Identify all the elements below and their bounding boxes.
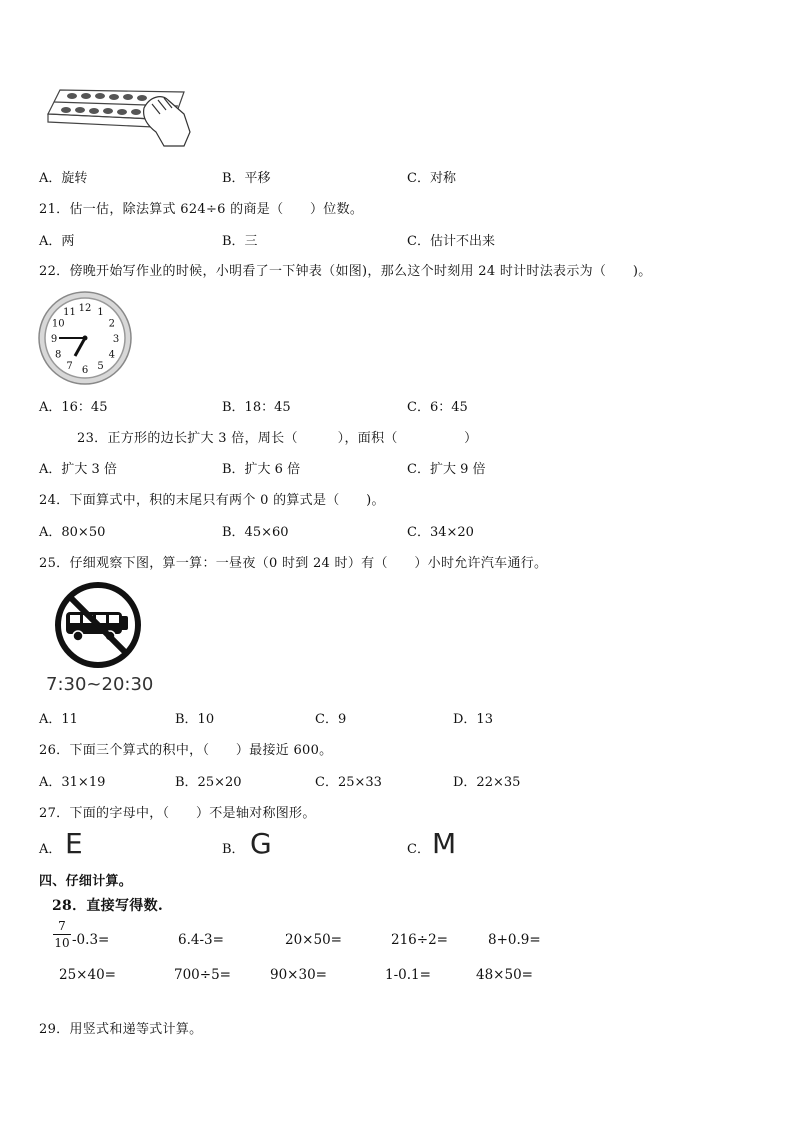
q23-option-a[interactable]: A．扩大 3 倍 xyxy=(39,462,117,477)
q23-text: 23．正方形的边长扩大 3 倍，周长（ ），面积（ ） xyxy=(77,431,478,446)
q28-r2-c4: 1-0.1= xyxy=(385,967,431,983)
clock-numeral: 4 xyxy=(108,349,115,361)
q27-letter-e: E xyxy=(65,827,83,860)
q25-option-b[interactable]: B．10 xyxy=(175,712,215,727)
q22-text: 22．傍晚开始写作业的时候，小明看了一下钟表（如图)，那么这个时刻用 24 时计时法表示为（ )。 xyxy=(39,264,652,279)
fraction-denominator: 10 xyxy=(54,936,70,950)
q28-fraction xyxy=(53,920,71,949)
q24-option-c[interactable]: C．34×20 xyxy=(407,525,474,540)
q28-r1-c4: 216÷2= xyxy=(391,932,448,948)
abacus-hand-image xyxy=(44,84,194,150)
q21-option-c[interactable]: C．估计不出来 xyxy=(407,234,495,249)
q24-text: 24．下面算式中，积的末尾只有两个 0 的算式是（ )。 xyxy=(39,493,385,508)
no-bus-sign-icon xyxy=(50,582,146,668)
sign-time-range: 7:30~20:30 xyxy=(46,674,154,695)
q24-option-a[interactable]: A．80×50 xyxy=(39,525,106,540)
q28-r1-c1: -0.3= xyxy=(72,932,110,948)
q20-option-c[interactable]: C．对称 xyxy=(407,171,456,186)
q27-option-c[interactable] xyxy=(407,838,430,857)
fraction-numerator: 7 xyxy=(58,919,66,933)
q20-option-a[interactable]: A．旋转 xyxy=(39,171,88,186)
q28-text: 28．直接写得数. xyxy=(52,898,164,914)
q27-letter-g: G xyxy=(250,827,272,860)
q28-r1-c5: 8+0.9= xyxy=(488,932,541,948)
q28-r1-c2: 6.4-3= xyxy=(178,932,224,948)
q23-option-b[interactable]: B．扩大 6 倍 xyxy=(222,462,301,477)
clock-numeral: 1 xyxy=(97,307,104,319)
q28-r1-c3: 20×50= xyxy=(285,932,342,948)
q27-option-a[interactable] xyxy=(39,838,61,857)
section-4-title: 四、仔细计算。 xyxy=(39,874,133,889)
q28-r2-c2: 700÷5= xyxy=(174,967,231,983)
clock-numeral: 8 xyxy=(55,349,62,361)
q23-option-c[interactable]: C．扩大 9 倍 xyxy=(407,462,486,477)
q21-text: 21．估一估，除法算式 624÷6 的商是（ ）位数。 xyxy=(39,202,364,217)
q20-option-b[interactable]: B．平移 xyxy=(222,171,271,186)
q21-option-b[interactable]: B．三 xyxy=(222,234,258,249)
q26-text: 26．下面三个算式的积中，（ ）最接近 600。 xyxy=(39,743,333,758)
q26-option-a[interactable]: A．31×19 xyxy=(39,775,106,790)
q29-text: 29．用竖式和递等式计算。 xyxy=(39,1022,203,1037)
q22-option-c[interactable]: C．6：45 xyxy=(407,400,468,415)
q28-r2-c5: 48×50= xyxy=(476,967,533,983)
q22-option-a[interactable]: A．16：45 xyxy=(39,400,108,415)
q27-option-b[interactable] xyxy=(222,838,245,857)
clock-numeral: 9 xyxy=(50,334,58,345)
q25-option-a[interactable]: A．11 xyxy=(39,712,78,727)
q28-r2-c1: 25×40= xyxy=(59,967,116,983)
q21-option-a[interactable]: A．两 xyxy=(39,234,75,249)
q27-text: 27．下面的字母中，（ ）不是轴对称图形。 xyxy=(39,806,316,821)
clock-numeral: 10 xyxy=(51,318,65,330)
clock-numeral: 12 xyxy=(78,303,92,314)
clock-numeral: 7 xyxy=(66,360,73,372)
q25-option-d[interactable]: D．13 xyxy=(453,712,493,727)
q27-option-c-prefix: C． xyxy=(407,842,430,857)
clock-numeral: 3 xyxy=(112,334,120,345)
clock-numeral: 6 xyxy=(81,365,89,376)
q26-option-c[interactable]: C．25×33 xyxy=(315,775,382,790)
q25-option-c[interactable]: C．9 xyxy=(315,712,347,727)
q27-option-a-prefix: A． xyxy=(39,842,62,857)
clock-numeral: 2 xyxy=(108,318,115,330)
q26-option-b[interactable]: B．25×20 xyxy=(175,775,242,790)
clock-numeral: 11 xyxy=(63,307,76,319)
q26-option-d[interactable]: D．22×35 xyxy=(453,775,521,790)
q28-r2-c3: 90×30= xyxy=(270,967,327,983)
fraction-bar xyxy=(53,934,71,935)
clock-image xyxy=(37,290,133,386)
q27-option-b-prefix: B． xyxy=(222,842,245,857)
q27-letter-m: M xyxy=(432,827,457,860)
clock-numeral: 5 xyxy=(97,360,104,372)
q25-text: 25．仔细观察下图，算一算：一昼夜（0 时到 24 时）有（ ）小时允许汽车通行。 xyxy=(39,556,548,571)
q24-option-b[interactable]: B．45×60 xyxy=(222,525,289,540)
q22-option-b[interactable]: B．18：45 xyxy=(222,400,291,415)
